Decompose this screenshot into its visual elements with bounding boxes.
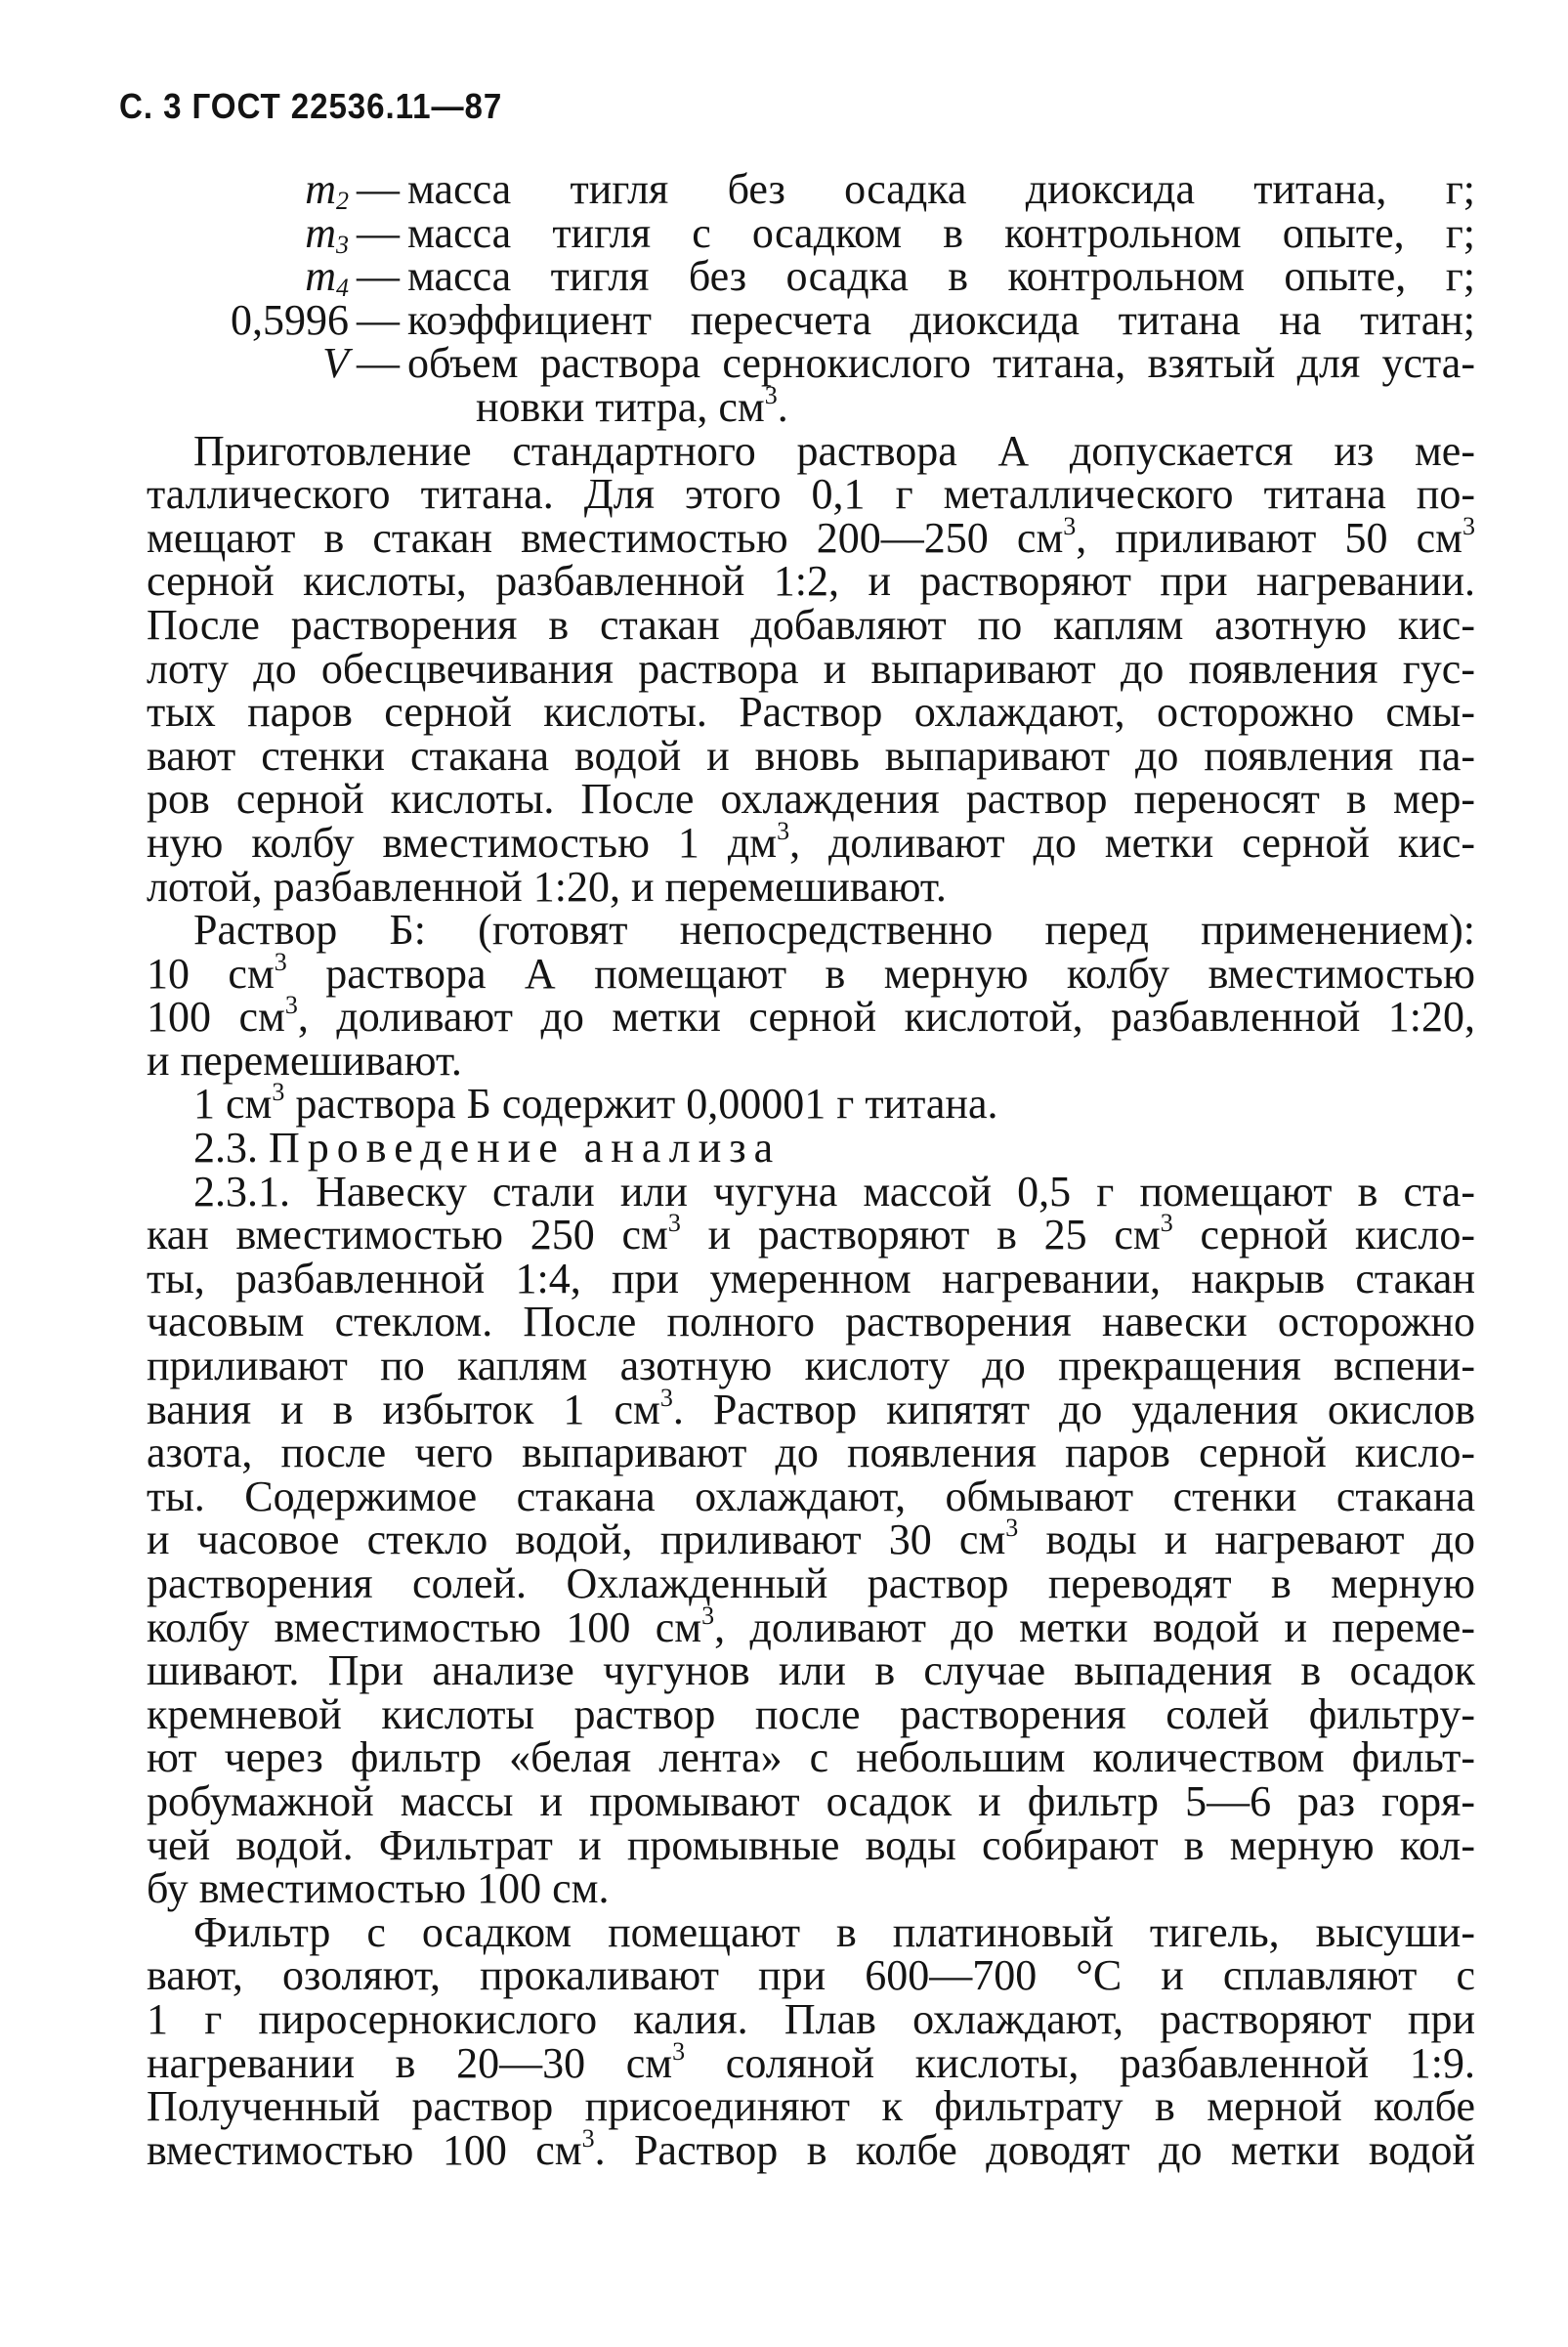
text-line: вместимостью 100 $см^3$. Раствор в колбе доводят до метки водой xyxy=(147,2123,1475,2174)
text-line: вают, озоляют, прокаливают при 600—700 °С и сплавляют с xyxy=(147,1951,1475,2000)
text-line: шивают. При анализе чугунов или в случае выпадения в осадок xyxy=(147,1646,1475,1695)
text-line: часовым стеклом. После полного растворения навески осторожно xyxy=(147,1298,1475,1346)
text-line: таллического титана. Для этого 0,1 г металлического титана по- xyxy=(147,470,1475,519)
text-line: колбу вместимостью 100 $см^3$, доливают до метки водой и переме- xyxy=(147,1600,1475,1651)
text-line: кремневой кислоты раствор после растворения солей фильтру- xyxy=(147,1689,1475,1738)
text-line: вания и в избыток 1 $см^3$. Раствор кипятят до удаления окислов xyxy=(147,1383,1476,1433)
definition-row: V — объем раствора сернокислого титана, взятый для уста- xyxy=(147,342,1475,386)
text-line: ров серной кислоты. После охлаждения раствор переносят в мер- xyxy=(147,775,1475,824)
definition-continuation: новки титра, $см^3$. xyxy=(476,380,788,431)
text-line: растворения солей. Охлажденный раствор переводят в мерную xyxy=(147,1559,1475,1607)
text-line: 2.3.1. Навеску стали или чугуна массой 0,5 г помещают в ста- xyxy=(193,1167,1475,1216)
text-line: 1 $см^3$ раствора Б содержит 0,00001 г титана. xyxy=(193,1078,998,1129)
body-paragraphs xyxy=(147,426,1476,2174)
variable-definitions xyxy=(147,165,1475,388)
definition-symbol: $m_3$ xyxy=(305,208,349,259)
text-line: Раствор Б: (готовят непосредственно перед применением): xyxy=(193,906,1475,955)
definition-description: масса тигля без осадка диоксида титана, г; xyxy=(407,165,1475,213)
text-line: бу вместимостью 100 см. xyxy=(147,1864,610,1913)
text-line: 100 $см^3$, доливают до метки серной кислотой, разбавленной 1:20, xyxy=(147,991,1475,1042)
page-header: С. 3 ГОСТ 22536.11—87 xyxy=(119,86,503,126)
text-line: 2.3. Проведение анализа xyxy=(193,1124,782,1173)
text-line: Фильтр с осадком помещают в платиновый тигель, высуши- xyxy=(193,1907,1475,1956)
definition-row: $m_3$ — масса тигля с осадком в контрольном опыте, г; xyxy=(147,212,1475,256)
definition-symbol: $m_2$ xyxy=(305,165,349,215)
text-line: нагревании в 20—30 $см^3$ соляной кислоты, разбавленной 1:9. xyxy=(147,2036,1475,2087)
text-line: мещают в стакан вместимостью 200—250 $см^3$, приливают 50 $см^3$ xyxy=(147,511,1475,562)
text-line: ты, разбавленной 1:4, при умеренном нагревании, накрыв стакан xyxy=(147,1254,1475,1302)
text-line: Полученный раствор присоединяют к фильтрату в мерной колбе xyxy=(147,2082,1475,2131)
definition-description: коэффициент пересчета диоксида титана на титан; xyxy=(407,295,1475,344)
text-line: ты. Содержимое стакана охлаждают, обмывают стенки стакана xyxy=(147,1472,1475,1520)
text-line: ют через фильтр «белая лента» с небольшим количеством фильт- xyxy=(147,1733,1475,1782)
text-line: и часовое стекло водой, приливают 30 $см^3$ воды и нагревают до xyxy=(147,1514,1475,1564)
text-line: Приготовление стандартного раствора А допускается из ме- xyxy=(193,426,1475,475)
text-line: тых паров серной кислоты. Раствор охлаждают, осторожно смы- xyxy=(147,688,1475,737)
text-line: кан вместимостью 250 $см^3$ и растворяют в 25 $см^3$ серной кисло- xyxy=(147,1209,1476,1259)
definition-description: масса тигля с осадком в контрольном опыте, г; xyxy=(407,208,1475,257)
section-heading: Проведение анализа xyxy=(269,1124,782,1173)
text-line: лотой, разбавленной 1:20, и перемешивают. xyxy=(147,862,947,911)
text-line: лоту до обесцвечивания раствора и выпаривают до появления гус- xyxy=(147,644,1475,693)
text-line: чей водой. Фильтрат и промывные воды собирают в мерную кол- xyxy=(147,1820,1475,1869)
text-line: 10 $см^3$ раствора А помещают в мерную колбу вместимостью xyxy=(147,947,1476,998)
definition-row: $m_4$ — масса тигля без осадка в контрольном опыте, г; xyxy=(147,255,1475,299)
text-line: робумажной массы и промывают осадок и фильтр 5—6 раз горя- xyxy=(147,1776,1475,1825)
definition-description: объем раствора сернокислого титана, взятый для уста- xyxy=(407,339,1475,388)
text-line: вают стенки стакана водой и вновь выпаривают до появления па- xyxy=(147,731,1475,780)
text-line: ную колбу вместимостью 1 $дм^3$, доливают до метки серной кис- xyxy=(147,816,1476,867)
text-line: и перемешивают. xyxy=(147,1036,462,1085)
definition-description: масса тигля без осадка в контрольном опыте, г; xyxy=(407,252,1475,301)
text-line: После растворения в стакан добавляют по каплям азотную кис- xyxy=(147,600,1475,649)
text-line: серной кислоты, разбавленной 1:2, и растворяют при нагревании. xyxy=(147,557,1475,606)
definition-row: 0,5996 — коэффициент пересчета диоксида титана на титан; xyxy=(147,299,1475,343)
definition-row: $m_2$ — масса тигля без осадка диоксида титана, г; xyxy=(147,168,1475,212)
definition-symbol: $m_4$ xyxy=(305,252,349,303)
body-text xyxy=(147,165,1476,2174)
text-line: приливают по каплям азотную кислоту до прекращения вспени- xyxy=(147,1342,1475,1390)
text-line: 1 г пиросернокислого калия. Плав охлаждают, растворяют при xyxy=(147,1994,1475,2043)
text-line: азота, после чего выпаривают до появления паров серной кисло- xyxy=(147,1429,1475,1477)
definition-symbol: V xyxy=(322,339,349,388)
definition-symbol: 0,5996 xyxy=(231,295,349,344)
